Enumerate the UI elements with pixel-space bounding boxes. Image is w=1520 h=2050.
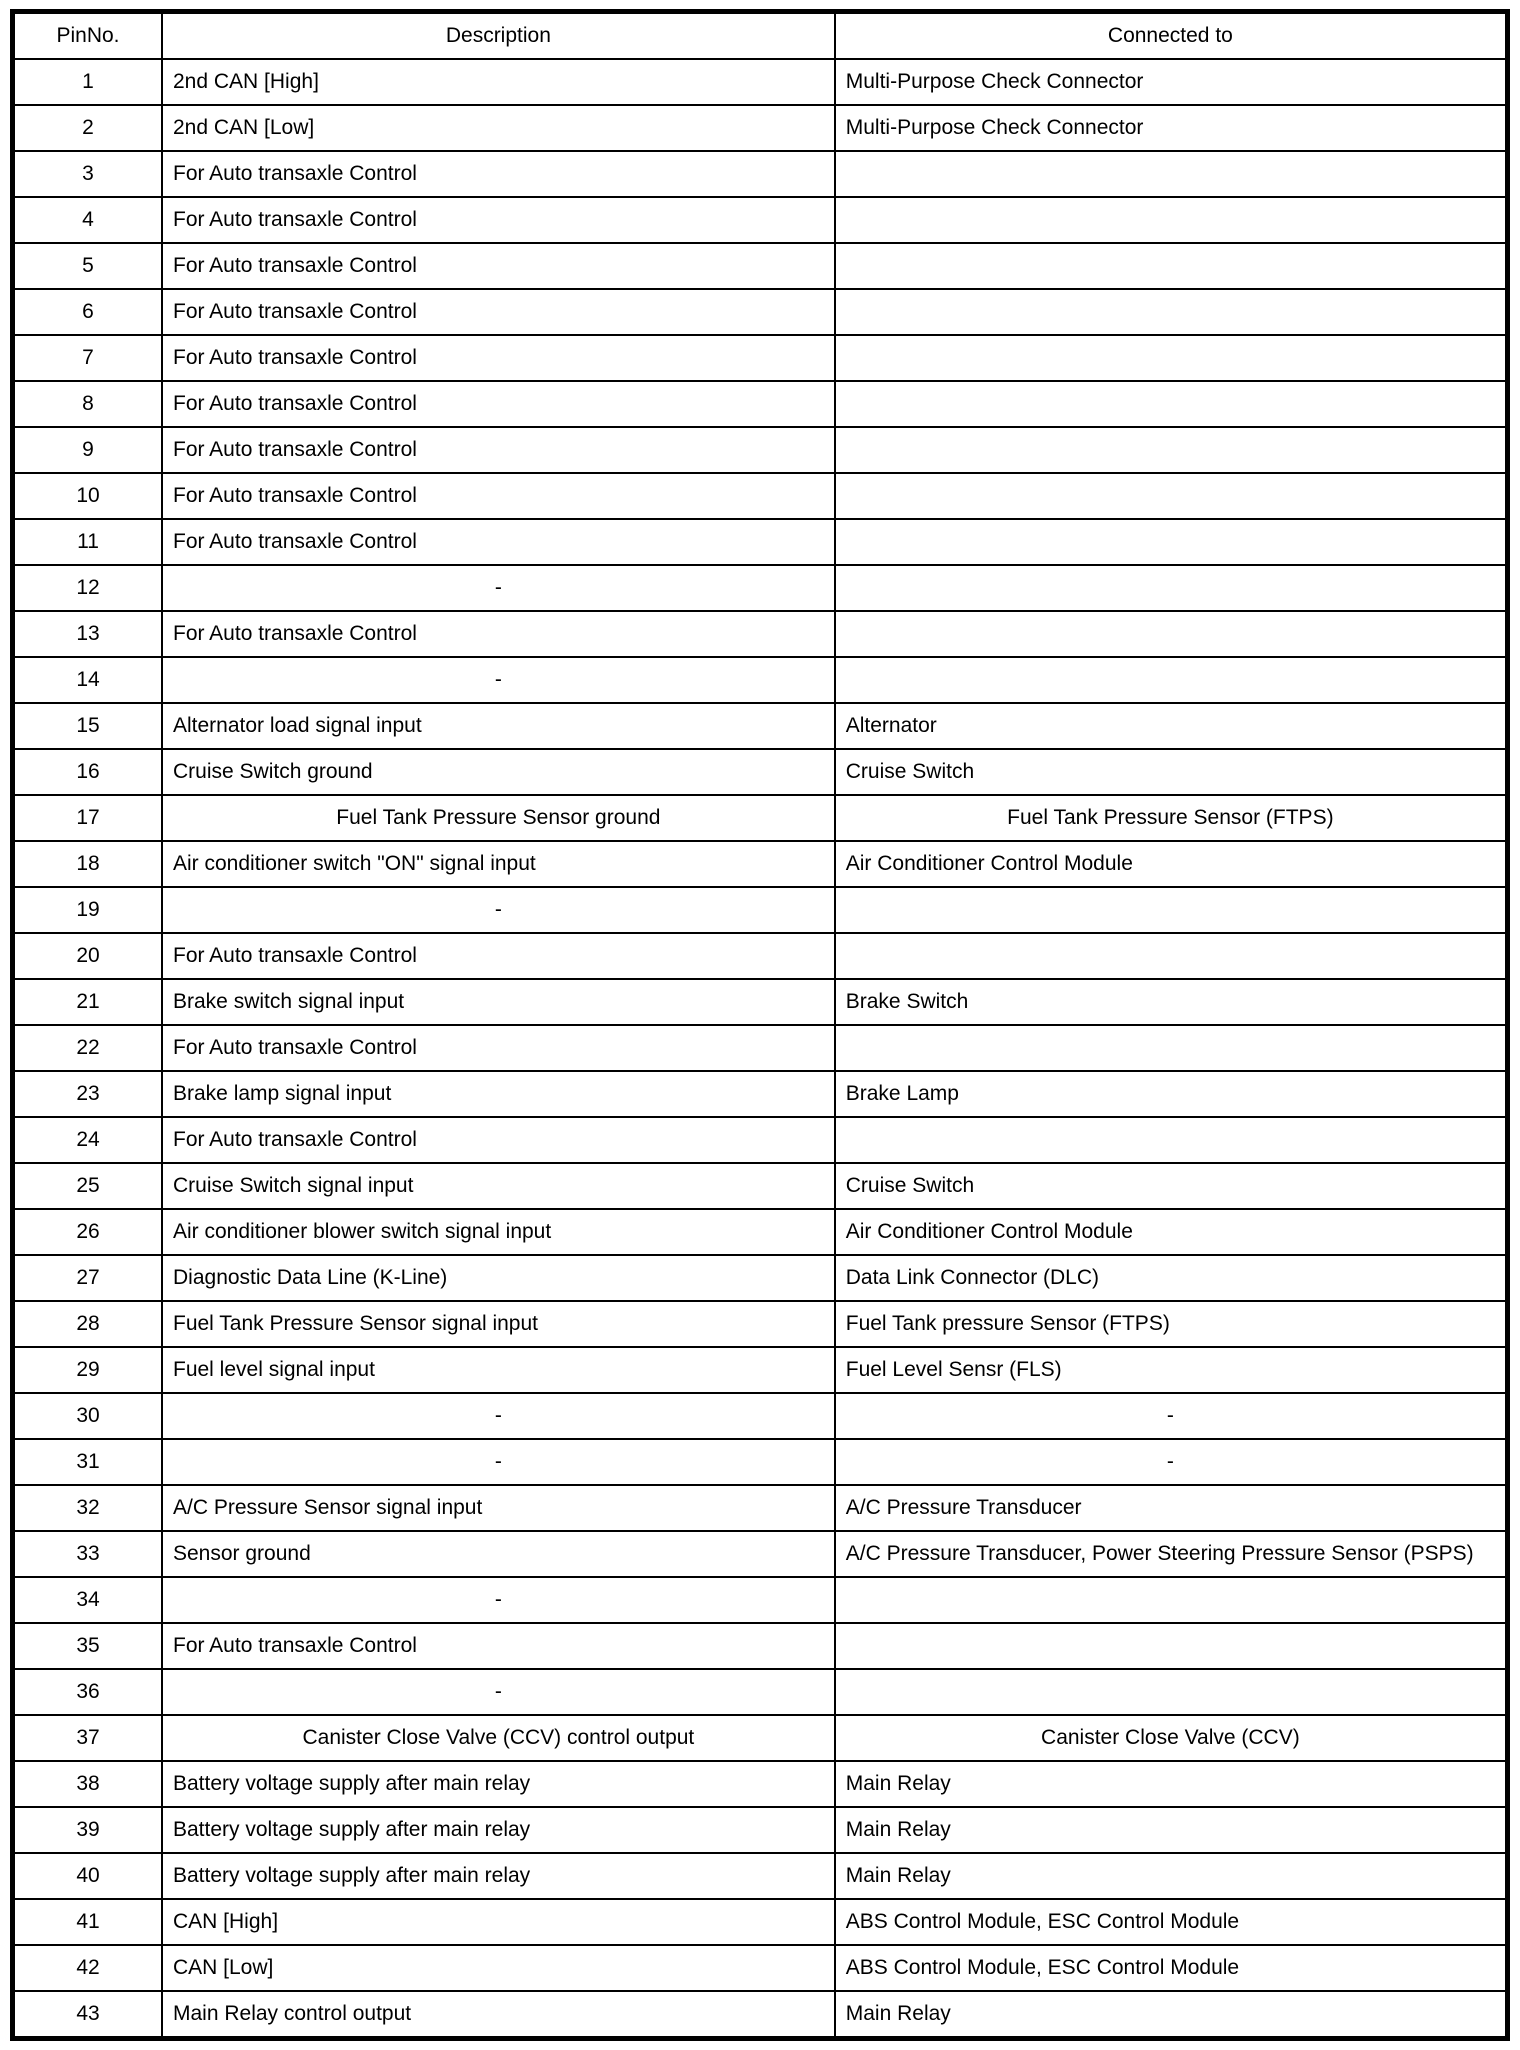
- pin-number-cell: 12: [13, 565, 163, 611]
- description-cell: Alternator load signal input: [162, 703, 835, 749]
- table-row: [13, 1071, 1508, 1117]
- description-cell: Sensor ground: [162, 1531, 835, 1577]
- table-row: [13, 1163, 1508, 1209]
- pin-number-cell: 11: [13, 519, 163, 565]
- pin-number-cell: 43: [13, 1991, 163, 2039]
- table-row: [13, 1945, 1508, 1991]
- header-row: [13, 12, 1508, 60]
- connected-to-cell: Multi-Purpose Check Connector: [835, 105, 1508, 151]
- pin-number-cell: 21: [13, 979, 163, 1025]
- description-cell: Brake lamp signal input: [162, 1071, 835, 1117]
- table-row: [13, 1347, 1508, 1393]
- table-row: [13, 1485, 1508, 1531]
- table-row: [13, 1117, 1508, 1163]
- pin-number-cell: 40: [13, 1853, 163, 1899]
- pin-number-cell: 15: [13, 703, 163, 749]
- pin-number-cell: 1: [13, 59, 163, 105]
- table-row: [13, 1209, 1508, 1255]
- pin-number-cell: 28: [13, 1301, 163, 1347]
- table-row: [13, 1255, 1508, 1301]
- connected-to-cell: [835, 335, 1508, 381]
- description-cell: For Auto transaxle Control: [162, 473, 835, 519]
- table-row: [13, 1853, 1508, 1899]
- description-cell: Fuel level signal input: [162, 1347, 835, 1393]
- connected-to-cell: Main Relay: [835, 1807, 1508, 1853]
- description-cell: Air conditioner switch "ON" signal input: [162, 841, 835, 887]
- connected-to-cell: Canister Close Valve (CCV): [835, 1715, 1508, 1761]
- connected-to-cell: [835, 1117, 1508, 1163]
- connected-to-cell: [835, 427, 1508, 473]
- pin-number-cell: 2: [13, 105, 163, 151]
- pin-number-cell: 14: [13, 657, 163, 703]
- table-row: [13, 795, 1508, 841]
- connected-to-cell: [835, 151, 1508, 197]
- connected-to-cell: [835, 1025, 1508, 1071]
- table-row: [13, 1531, 1508, 1577]
- pin-number-cell: 37: [13, 1715, 163, 1761]
- table-row: [13, 1439, 1508, 1485]
- connected-to-cell: Cruise Switch: [835, 749, 1508, 795]
- table-row: [13, 1623, 1508, 1669]
- table-row: [13, 979, 1508, 1025]
- pin-number-cell: 30: [13, 1393, 163, 1439]
- connected-to-cell: A/C Pressure Transducer: [835, 1485, 1508, 1531]
- table-row: [13, 519, 1508, 565]
- description-cell: For Auto transaxle Control: [162, 1025, 835, 1071]
- connected-to-cell: [835, 197, 1508, 243]
- description-cell: -: [162, 565, 835, 611]
- table-row: [13, 1715, 1508, 1761]
- table-row: [13, 105, 1508, 151]
- pin-number-cell: 8: [13, 381, 163, 427]
- description-cell: For Auto transaxle Control: [162, 151, 835, 197]
- description-cell: -: [162, 1669, 835, 1715]
- description-cell: Fuel Tank Pressure Sensor signal input: [162, 1301, 835, 1347]
- pin-number-cell: 32: [13, 1485, 163, 1531]
- table-row: [13, 1301, 1508, 1347]
- pin-number-cell: 10: [13, 473, 163, 519]
- connected-to-cell: [835, 611, 1508, 657]
- pin-number-cell: 7: [13, 335, 163, 381]
- table-row: [13, 151, 1508, 197]
- description-cell: -: [162, 887, 835, 933]
- pin-number-cell: 29: [13, 1347, 163, 1393]
- pin-number-cell: 4: [13, 197, 163, 243]
- connected-to-cell: [835, 933, 1508, 979]
- pin-number-cell: 6: [13, 289, 163, 335]
- connected-to-cell: [835, 887, 1508, 933]
- table-row: [13, 1393, 1508, 1439]
- connected-to-cell: [835, 1623, 1508, 1669]
- table-row: [13, 473, 1508, 519]
- pin-number-cell: 36: [13, 1669, 163, 1715]
- pin-number-cell: 23: [13, 1071, 163, 1117]
- table-row: [13, 1807, 1508, 1853]
- description-cell: Cruise Switch ground: [162, 749, 835, 795]
- connected-to-cell: Fuel Tank pressure Sensor (FTPS): [835, 1301, 1508, 1347]
- description-cell: Brake switch signal input: [162, 979, 835, 1025]
- table-row: [13, 427, 1508, 473]
- connected-to-cell: -: [835, 1393, 1508, 1439]
- description-cell: A/C Pressure Sensor signal input: [162, 1485, 835, 1531]
- connected-to-cell: Fuel Tank Pressure Sensor (FTPS): [835, 795, 1508, 841]
- table-row: [13, 1577, 1508, 1623]
- connected-to-cell: [835, 1577, 1508, 1623]
- pin-number-cell: 38: [13, 1761, 163, 1807]
- table-row: [13, 1991, 1508, 2039]
- description-cell: 2nd CAN [Low]: [162, 105, 835, 151]
- connected-to-cell: -: [835, 1439, 1508, 1485]
- description-cell: Battery voltage supply after main relay: [162, 1853, 835, 1899]
- table-row: [13, 657, 1508, 703]
- description-cell: Battery voltage supply after main relay: [162, 1761, 835, 1807]
- pin-number-cell: 34: [13, 1577, 163, 1623]
- description-cell: For Auto transaxle Control: [162, 1117, 835, 1163]
- description-cell: CAN [Low]: [162, 1945, 835, 1991]
- header-description: Description: [162, 12, 835, 60]
- description-cell: -: [162, 657, 835, 703]
- description-cell: For Auto transaxle Control: [162, 933, 835, 979]
- pin-number-cell: 31: [13, 1439, 163, 1485]
- pin-number-cell: 24: [13, 1117, 163, 1163]
- table-row: [13, 243, 1508, 289]
- pin-number-cell: 5: [13, 243, 163, 289]
- pin-number-cell: 17: [13, 795, 163, 841]
- pin-number-cell: 20: [13, 933, 163, 979]
- description-cell: For Auto transaxle Control: [162, 611, 835, 657]
- table-row: [13, 59, 1508, 105]
- connected-to-cell: Multi-Purpose Check Connector: [835, 59, 1508, 105]
- table-row: [13, 289, 1508, 335]
- table-row: [13, 933, 1508, 979]
- connected-to-cell: ABS Control Module, ESC Control Module: [835, 1945, 1508, 1991]
- description-cell: -: [162, 1439, 835, 1485]
- pin-number-cell: 19: [13, 887, 163, 933]
- description-cell: For Auto transaxle Control: [162, 243, 835, 289]
- pin-number-cell: 42: [13, 1945, 163, 1991]
- table-row: [13, 749, 1508, 795]
- description-cell: -: [162, 1393, 835, 1439]
- description-cell: Cruise Switch signal input: [162, 1163, 835, 1209]
- connected-to-cell: A/C Pressure Transducer, Power Steering Pressure Sensor (PSPS): [835, 1531, 1508, 1577]
- description-cell: For Auto transaxle Control: [162, 519, 835, 565]
- connected-to-cell: Main Relay: [835, 1991, 1508, 2039]
- pin-number-cell: 22: [13, 1025, 163, 1071]
- description-cell: Diagnostic Data Line (K-Line): [162, 1255, 835, 1301]
- connected-to-cell: Alternator: [835, 703, 1508, 749]
- connected-to-cell: ABS Control Module, ESC Control Module: [835, 1899, 1508, 1945]
- connected-to-cell: Data Link Connector (DLC): [835, 1255, 1508, 1301]
- description-cell: For Auto transaxle Control: [162, 289, 835, 335]
- connected-to-cell: Brake Switch: [835, 979, 1508, 1025]
- connected-to-cell: [835, 381, 1508, 427]
- pin-table-body: [13, 59, 1508, 2039]
- table-row: [13, 335, 1508, 381]
- connected-to-cell: [835, 289, 1508, 335]
- description-cell: CAN [High]: [162, 1899, 835, 1945]
- connected-to-cell: [835, 657, 1508, 703]
- table-row: [13, 197, 1508, 243]
- header-connected-to: Connected to: [835, 12, 1508, 60]
- pin-number-cell: 33: [13, 1531, 163, 1577]
- connected-to-cell: [835, 565, 1508, 611]
- table-row: [13, 703, 1508, 749]
- description-cell: Fuel Tank Pressure Sensor ground: [162, 795, 835, 841]
- pin-number-cell: 26: [13, 1209, 163, 1255]
- connected-to-cell: [835, 519, 1508, 565]
- description-cell: For Auto transaxle Control: [162, 427, 835, 473]
- table-row: [13, 841, 1508, 887]
- description-cell: -: [162, 1577, 835, 1623]
- pin-number-cell: 13: [13, 611, 163, 657]
- description-cell: Battery voltage supply after main relay: [162, 1807, 835, 1853]
- description-cell: For Auto transaxle Control: [162, 197, 835, 243]
- table-row: [13, 1025, 1508, 1071]
- connected-to-cell: Air Conditioner Control Module: [835, 1209, 1508, 1255]
- connected-to-cell: Air Conditioner Control Module: [835, 841, 1508, 887]
- pin-number-cell: 39: [13, 1807, 163, 1853]
- table-row: [13, 887, 1508, 933]
- connected-to-cell: [835, 473, 1508, 519]
- connected-to-cell: [835, 243, 1508, 289]
- connector-pinout-table: [10, 9, 1510, 2041]
- pin-number-cell: 3: [13, 151, 163, 197]
- pin-number-cell: 16: [13, 749, 163, 795]
- table-row: [13, 381, 1508, 427]
- table-header: [13, 12, 1508, 60]
- description-cell: Canister Close Valve (CCV) control output: [162, 1715, 835, 1761]
- table-row: [13, 1669, 1508, 1715]
- description-cell: 2nd CAN [High]: [162, 59, 835, 105]
- pin-number-cell: 9: [13, 427, 163, 473]
- connected-to-cell: Cruise Switch: [835, 1163, 1508, 1209]
- description-cell: For Auto transaxle Control: [162, 1623, 835, 1669]
- pin-number-cell: 25: [13, 1163, 163, 1209]
- connected-to-cell: Main Relay: [835, 1761, 1508, 1807]
- connected-to-cell: Fuel Level Sensr (FLS): [835, 1347, 1508, 1393]
- description-cell: Air conditioner blower switch signal input: [162, 1209, 835, 1255]
- table-row: [13, 611, 1508, 657]
- pin-number-cell: 18: [13, 841, 163, 887]
- pin-number-cell: 41: [13, 1899, 163, 1945]
- description-cell: Main Relay control output: [162, 1991, 835, 2039]
- table-row: [13, 1761, 1508, 1807]
- pin-number-cell: 27: [13, 1255, 163, 1301]
- connected-to-cell: [835, 1669, 1508, 1715]
- description-cell: For Auto transaxle Control: [162, 381, 835, 427]
- pin-number-cell: 35: [13, 1623, 163, 1669]
- connected-to-cell: Brake Lamp: [835, 1071, 1508, 1117]
- table-row: [13, 1899, 1508, 1945]
- description-cell: For Auto transaxle Control: [162, 335, 835, 381]
- connected-to-cell: Main Relay: [835, 1853, 1508, 1899]
- table-row: [13, 565, 1508, 611]
- header-pin-number: PinNo.: [13, 12, 163, 60]
